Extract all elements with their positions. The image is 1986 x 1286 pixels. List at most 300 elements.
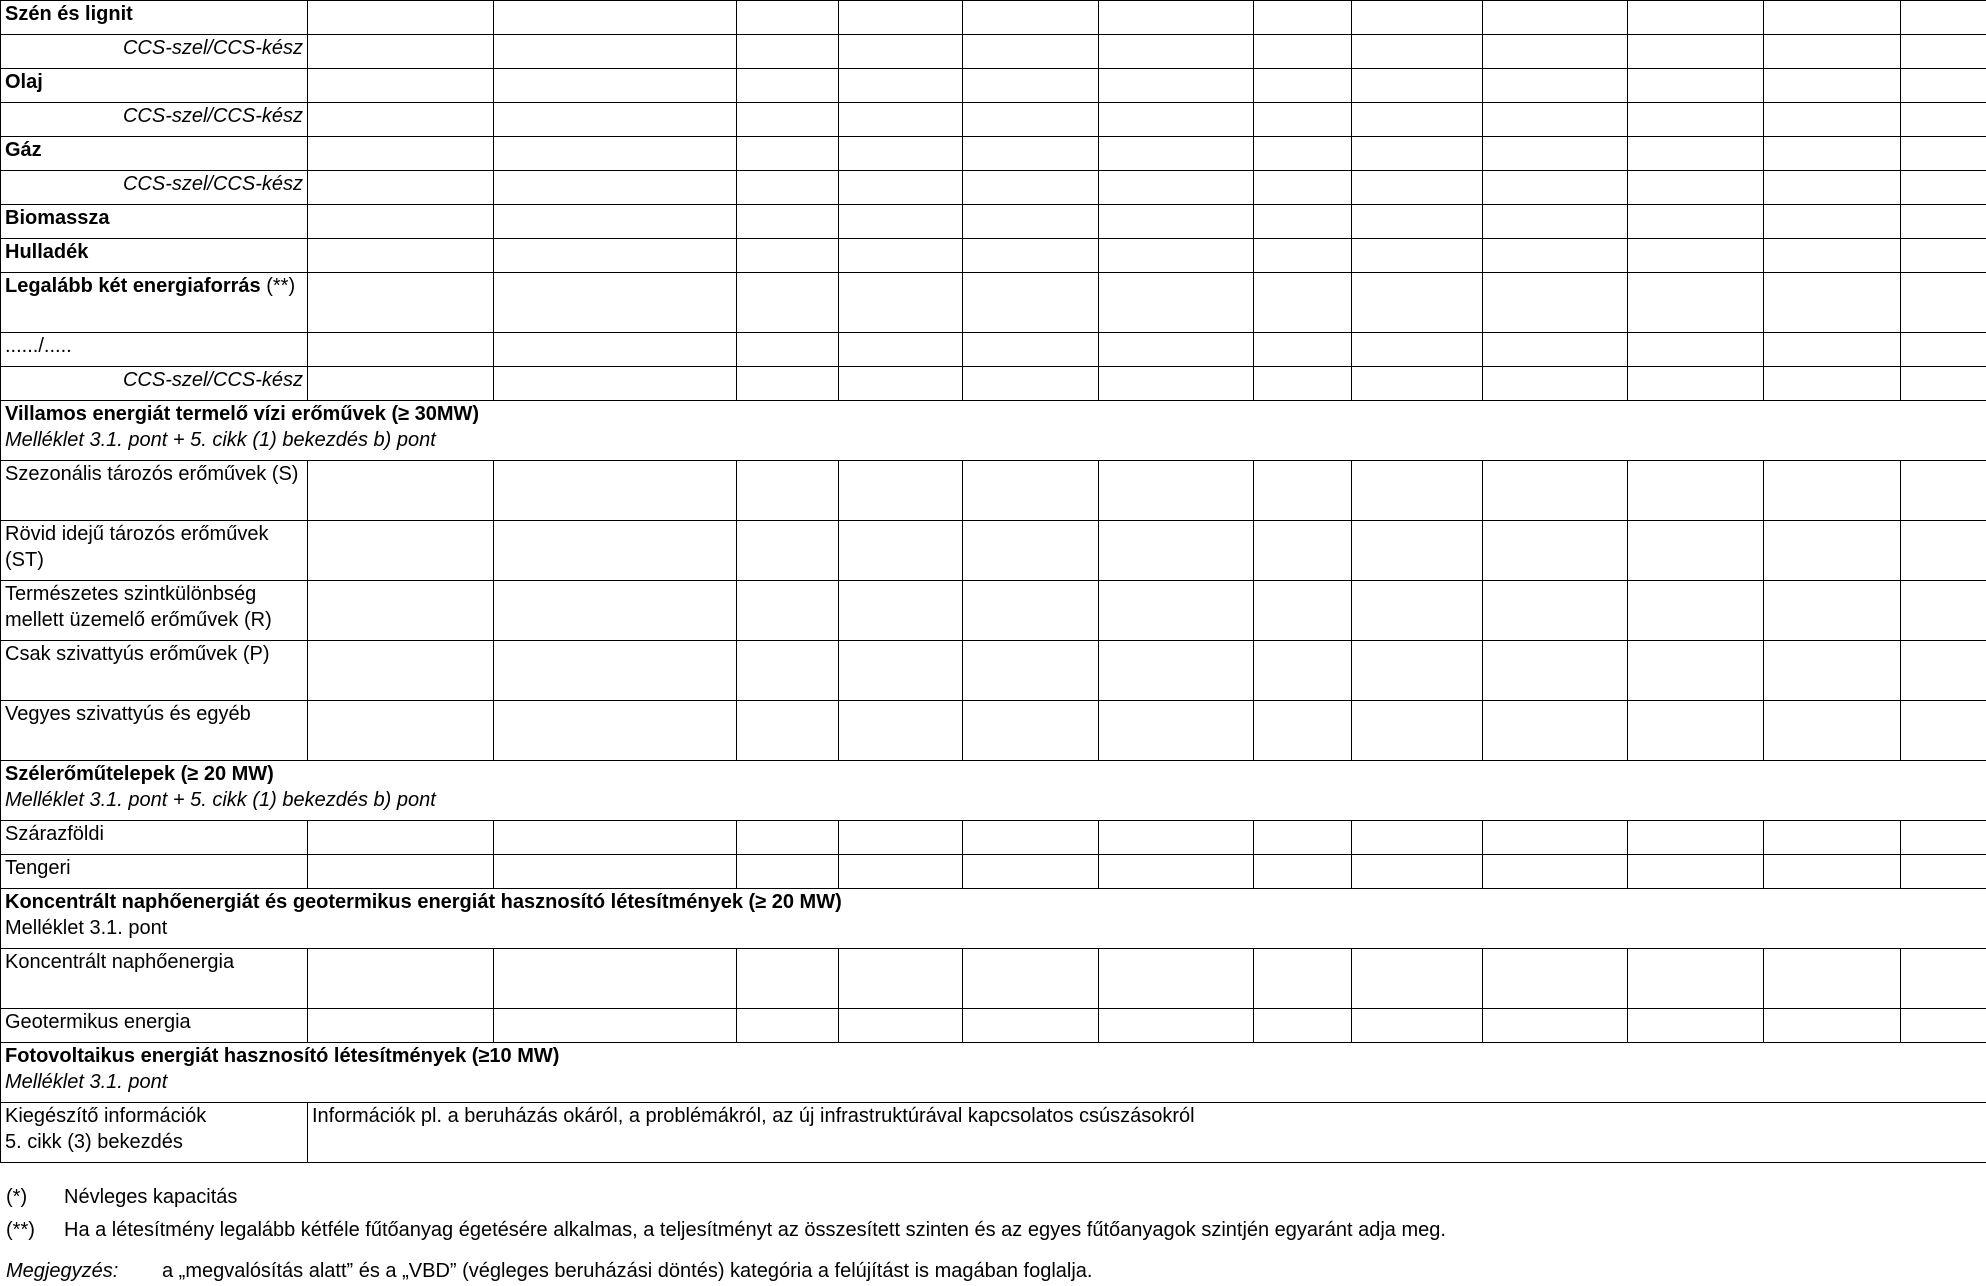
fuel-row — [1, 171, 1986, 205]
data-cell — [1483, 171, 1628, 205]
solar-geo-row — [1, 949, 1986, 1009]
data-cell — [1483, 461, 1628, 521]
data-cell — [1099, 273, 1254, 333]
row-label — [1, 205, 308, 239]
row-label-text: Gáz — [5, 139, 42, 161]
data-cell — [1764, 821, 1901, 855]
data-cell — [1254, 35, 1352, 69]
data-cell — [1352, 521, 1483, 581]
data-cell — [1483, 205, 1628, 239]
section-photovoltaic — [1, 1043, 1986, 1103]
data-cell — [1483, 855, 1628, 889]
data-cell — [963, 461, 1099, 521]
row-label-text: Csak szivattyús erőművek (P) — [5, 643, 270, 665]
data-cell — [1764, 333, 1901, 367]
data-cell — [1764, 69, 1901, 103]
extra-info-row — [1, 1103, 1986, 1163]
data-cell — [1352, 949, 1483, 1009]
data-cell — [1352, 273, 1483, 333]
data-cell — [737, 333, 839, 367]
data-cell — [737, 461, 839, 521]
footnote-ref: (**) — [260, 275, 296, 297]
data-cell — [1628, 171, 1764, 205]
data-cell — [839, 205, 963, 239]
data-cell — [737, 521, 839, 581]
data-cell — [737, 949, 839, 1009]
data-cell — [839, 35, 963, 69]
data-cell — [1254, 855, 1352, 889]
data-cell — [737, 69, 839, 103]
wind-row — [1, 821, 1986, 855]
data-cell — [1099, 35, 1254, 69]
data-cell — [494, 239, 737, 273]
row-label-text: Koncentrált naphőenergia — [5, 951, 235, 973]
data-cell — [839, 821, 963, 855]
data-cell — [1628, 1009, 1764, 1043]
data-cell — [737, 821, 839, 855]
data-cell — [1483, 273, 1628, 333]
data-cell — [839, 103, 963, 137]
data-cell — [1099, 855, 1254, 889]
data-cell — [1483, 701, 1628, 761]
hydro-row — [1, 701, 1986, 761]
footnote-text: Ha a létesítmény legalább kétféle fűtőanyag égetésére alkalmas, a teljesítményt az összesített szinten és az egyes fűtőanyagok szintjén egyaránt adja meg. — [64, 1219, 1446, 1241]
section-header-cell — [1, 761, 1986, 821]
data-cell — [963, 137, 1099, 171]
data-cell — [737, 137, 839, 171]
data-cell — [737, 1, 839, 35]
section-title: Szélerőműtelepek (≥ 20 MW) — [5, 763, 274, 785]
data-cell — [1764, 949, 1901, 1009]
data-cell — [308, 333, 494, 367]
data-cell — [1483, 641, 1628, 701]
data-cell — [839, 701, 963, 761]
data-cell — [1483, 821, 1628, 855]
data-cell — [494, 641, 737, 701]
data-cell — [1099, 171, 1254, 205]
data-cell — [1099, 103, 1254, 137]
data-cell — [1901, 239, 1986, 273]
extra-info-reference: 5. cikk (3) bekezdés — [5, 1131, 183, 1153]
data-cell — [1352, 1, 1483, 35]
data-cell — [963, 205, 1099, 239]
data-cell — [1352, 239, 1483, 273]
data-cell — [1352, 821, 1483, 855]
data-cell — [1352, 69, 1483, 103]
data-cell — [308, 641, 494, 701]
data-cell — [1099, 581, 1254, 641]
data-cell — [963, 521, 1099, 581]
data-cell — [1483, 581, 1628, 641]
fuel-row — [1, 333, 1986, 367]
section-title: Fotovoltaikus energiát hasznosító létesítmények (≥10 MW) — [5, 1045, 560, 1067]
data-cell — [1483, 367, 1628, 401]
row-label-text: Geotermikus energia — [5, 1011, 191, 1033]
data-cell — [1901, 205, 1986, 239]
section-title: Koncentrált naphőenergiát és geotermikus energiát hasznosító létesítmények (≥ 20 MW) — [5, 891, 842, 913]
data-cell — [963, 855, 1099, 889]
table-body — [1, 1, 1986, 1163]
data-cell — [494, 821, 737, 855]
data-cell — [1628, 205, 1764, 239]
row-label — [1, 581, 308, 641]
row-label — [1, 461, 308, 521]
data-cell — [839, 367, 963, 401]
data-cell — [1099, 949, 1254, 1009]
data-cell — [1628, 137, 1764, 171]
row-label-text: Szezonális tározós erőművek (S) — [5, 463, 299, 485]
section-wind — [1, 761, 1986, 821]
data-cell — [1764, 521, 1901, 581]
data-cell — [1628, 641, 1764, 701]
wind-row — [1, 855, 1986, 889]
data-cell — [494, 171, 737, 205]
data-cell — [963, 1, 1099, 35]
data-cell — [839, 1009, 963, 1043]
data-cell — [1352, 641, 1483, 701]
footnote-marker: (**) — [6, 1219, 35, 1241]
data-cell — [1628, 949, 1764, 1009]
data-cell — [1764, 171, 1901, 205]
data-cell — [1352, 103, 1483, 137]
data-cell — [1901, 701, 1986, 761]
data-cell — [308, 701, 494, 761]
data-cell — [963, 103, 1099, 137]
data-cell — [1254, 205, 1352, 239]
data-cell — [1483, 1, 1628, 35]
row-label-text: Legalább két energiaforrás — [5, 275, 261, 297]
data-cell — [1764, 35, 1901, 69]
section-reference: Melléklet 3.1. pont + 5. cikk (1) bekezdés b) pont — [5, 429, 436, 451]
data-cell — [494, 855, 737, 889]
data-cell — [839, 69, 963, 103]
row-label-text: CCS-szel/CCS-kész — [122, 37, 303, 59]
data-cell — [1901, 521, 1986, 581]
data-cell — [1254, 521, 1352, 581]
data-cell — [494, 1, 737, 35]
data-cell — [1352, 35, 1483, 69]
data-cell — [1254, 333, 1352, 367]
data-cell — [1764, 273, 1901, 333]
data-cell — [737, 273, 839, 333]
data-cell — [1352, 333, 1483, 367]
footnote-marker: (*) — [6, 1186, 28, 1208]
data-cell — [1628, 69, 1764, 103]
data-cell — [737, 701, 839, 761]
data-cell — [1628, 581, 1764, 641]
data-cell — [1628, 333, 1764, 367]
data-cell — [1099, 205, 1254, 239]
row-label-text: Biomassza — [5, 207, 110, 229]
hydro-row — [1, 581, 1986, 641]
row-label — [1, 1, 308, 35]
row-label-text: Rövid idejű tározós erőművek (ST) — [5, 523, 269, 571]
row-label — [1, 701, 308, 761]
data-cell — [737, 855, 839, 889]
data-cell — [1483, 1009, 1628, 1043]
data-cell — [308, 239, 494, 273]
data-cell — [1254, 137, 1352, 171]
data-cell — [963, 273, 1099, 333]
data-cell — [1764, 1009, 1901, 1043]
row-label — [1, 69, 308, 103]
data-cell — [1764, 701, 1901, 761]
data-cell — [494, 521, 737, 581]
fuel-row — [1, 103, 1986, 137]
data-cell — [1628, 35, 1764, 69]
data-cell — [308, 273, 494, 333]
data-cell — [1764, 1, 1901, 35]
data-cell — [1352, 855, 1483, 889]
data-cell — [1901, 949, 1986, 1009]
data-cell — [839, 461, 963, 521]
data-cell — [737, 641, 839, 701]
data-cell — [1352, 701, 1483, 761]
data-cell — [308, 1, 494, 35]
row-label — [1, 239, 308, 273]
data-cell — [494, 333, 737, 367]
data-cell — [1901, 103, 1986, 137]
row-label — [1, 855, 308, 889]
data-cell — [839, 333, 963, 367]
section-header-cell — [1, 1043, 1986, 1103]
data-cell — [1764, 581, 1901, 641]
row-label — [1, 367, 308, 401]
data-cell — [963, 239, 1099, 273]
data-cell — [1099, 701, 1254, 761]
data-cell — [737, 103, 839, 137]
data-cell — [1901, 1009, 1986, 1043]
data-cell — [1628, 461, 1764, 521]
row-label-text: Szén és lignit — [5, 3, 133, 25]
data-cell — [1254, 701, 1352, 761]
row-label-text: Szárazföldi — [5, 823, 104, 845]
data-cell — [1099, 521, 1254, 581]
remark-note — [6, 1260, 1093, 1283]
data-cell — [839, 581, 963, 641]
hydro-row — [1, 521, 1986, 581]
data-cell — [308, 581, 494, 641]
data-cell — [1901, 333, 1986, 367]
fuel-row — [1, 367, 1986, 401]
fuel-row — [1, 1, 1986, 35]
data-cell — [1901, 35, 1986, 69]
data-cell — [1764, 137, 1901, 171]
row-label-text: Hulladék — [5, 241, 89, 263]
data-cell — [839, 1, 963, 35]
data-cell — [308, 69, 494, 103]
section-hydro — [1, 401, 1986, 461]
section-title: Villamos energiát termelő vízi erőművek (≥ 30MW) — [5, 403, 480, 425]
data-cell — [1764, 239, 1901, 273]
remark-marker: Megjegyzés: — [6, 1260, 119, 1282]
data-cell — [308, 367, 494, 401]
data-cell — [1901, 171, 1986, 205]
data-cell — [494, 205, 737, 239]
row-label — [1, 333, 308, 367]
data-cell — [1254, 103, 1352, 137]
data-cell — [308, 855, 494, 889]
row-label-text: CCS-szel/CCS-kész — [122, 173, 303, 195]
data-cell — [1628, 273, 1764, 333]
data-cell — [963, 821, 1099, 855]
section-reference: Melléklet 3.1. pont + 5. cikk (1) bekezdés b) pont — [5, 789, 436, 811]
data-cell — [494, 69, 737, 103]
data-cell — [1099, 239, 1254, 273]
row-label — [1, 103, 308, 137]
row-label-text: CCS-szel/CCS-kész — [122, 105, 303, 127]
row-label — [1, 35, 308, 69]
hydro-row — [1, 641, 1986, 701]
data-cell — [1901, 821, 1986, 855]
data-cell — [1352, 1009, 1483, 1043]
data-cell — [737, 35, 839, 69]
data-cell — [494, 273, 737, 333]
data-cell — [1628, 367, 1764, 401]
data-cell — [308, 137, 494, 171]
data-cell — [1628, 239, 1764, 273]
data-cell — [308, 205, 494, 239]
data-cell — [494, 581, 737, 641]
data-cell — [1764, 855, 1901, 889]
data-cell — [1254, 367, 1352, 401]
data-cell — [839, 137, 963, 171]
data-cell — [494, 367, 737, 401]
data-cell — [1352, 137, 1483, 171]
data-cell — [308, 821, 494, 855]
data-cell — [494, 103, 737, 137]
data-cell — [1254, 821, 1352, 855]
fuel-row — [1, 273, 1986, 333]
data-cell — [737, 205, 839, 239]
data-cell — [737, 171, 839, 205]
row-label — [1, 949, 308, 1009]
data-cell — [1352, 205, 1483, 239]
data-cell — [1099, 821, 1254, 855]
data-cell — [1254, 949, 1352, 1009]
data-cell — [1254, 69, 1352, 103]
data-cell — [963, 333, 1099, 367]
section-header-cell — [1, 889, 1986, 949]
data-cell — [308, 171, 494, 205]
data-cell — [963, 171, 1099, 205]
row-label — [1, 273, 308, 333]
data-cell — [1764, 103, 1901, 137]
data-cell — [1352, 461, 1483, 521]
data-cell — [1254, 641, 1352, 701]
data-cell — [839, 239, 963, 273]
row-label-text: Vegyes szivattyús és egyéb — [5, 703, 251, 725]
data-cell — [839, 855, 963, 889]
data-cell — [1099, 367, 1254, 401]
remark-text: a „megvalósítás alatt” és a „VBD” (végleges beruházási döntés) kategória a felújítást is magában foglalja. — [162, 1260, 1093, 1282]
data-cell — [737, 367, 839, 401]
data-cell — [308, 949, 494, 1009]
data-cell — [1764, 641, 1901, 701]
row-label — [1, 821, 308, 855]
fuel-row — [1, 205, 1986, 239]
data-cell — [1099, 641, 1254, 701]
data-cell — [1483, 35, 1628, 69]
data-cell — [1099, 333, 1254, 367]
data-cell — [494, 701, 737, 761]
data-cell — [1483, 949, 1628, 1009]
data-cell — [963, 581, 1099, 641]
solar-geo-row — [1, 1009, 1986, 1043]
data-cell — [963, 949, 1099, 1009]
row-label-text: CCS-szel/CCS-kész — [122, 369, 303, 391]
extra-info-title: Kiegészítő információk — [5, 1105, 207, 1127]
data-cell — [308, 521, 494, 581]
data-cell — [1764, 367, 1901, 401]
data-cell — [1628, 521, 1764, 581]
data-cell — [1901, 1, 1986, 35]
data-cell — [1483, 333, 1628, 367]
data-cell — [1901, 69, 1986, 103]
data-cell — [1628, 701, 1764, 761]
section-header-cell — [1, 401, 1986, 461]
data-cell — [1099, 137, 1254, 171]
data-cell — [1483, 69, 1628, 103]
data-cell — [1352, 581, 1483, 641]
data-cell — [839, 949, 963, 1009]
row-label — [1, 521, 308, 581]
data-cell — [963, 701, 1099, 761]
data-cell — [1901, 581, 1986, 641]
data-cell — [963, 35, 1099, 69]
data-cell — [1254, 239, 1352, 273]
data-cell — [1483, 103, 1628, 137]
data-cell — [1099, 461, 1254, 521]
data-cell — [1628, 103, 1764, 137]
footnote-capacity — [6, 1186, 237, 1209]
data-cell — [1901, 273, 1986, 333]
data-cell — [308, 1009, 494, 1043]
data-cell — [963, 367, 1099, 401]
data-cell — [737, 239, 839, 273]
data-cell — [1901, 367, 1986, 401]
data-cell — [1901, 855, 1986, 889]
row-label-text: Tengeri — [5, 857, 71, 879]
row-label — [1, 171, 308, 205]
data-cell — [1483, 521, 1628, 581]
data-cell — [1901, 137, 1986, 171]
data-cell — [963, 1009, 1099, 1043]
data-cell — [494, 137, 737, 171]
data-cell — [1628, 821, 1764, 855]
data-cell — [1628, 1, 1764, 35]
data-cell — [1254, 461, 1352, 521]
data-cell — [308, 35, 494, 69]
data-cell — [1901, 461, 1986, 521]
data-cell — [308, 103, 494, 137]
data-cell — [1099, 1, 1254, 35]
hydro-row — [1, 461, 1986, 521]
data-cell — [1901, 641, 1986, 701]
footnote-multi-fuel — [6, 1219, 1446, 1242]
data-cell — [1254, 273, 1352, 333]
data-cell — [1352, 171, 1483, 205]
data-cell — [494, 1009, 737, 1043]
data-cell — [494, 949, 737, 1009]
data-cell — [963, 641, 1099, 701]
data-cell — [1483, 239, 1628, 273]
data-cell — [1099, 69, 1254, 103]
row-label-text: Természetes szintkülönbség mellett üzemelő erőművek (R) — [5, 583, 272, 631]
row-label-text: ....../..... — [5, 335, 72, 357]
section-reference: Melléklet 3.1. pont — [5, 1071, 168, 1093]
data-cell — [1352, 367, 1483, 401]
